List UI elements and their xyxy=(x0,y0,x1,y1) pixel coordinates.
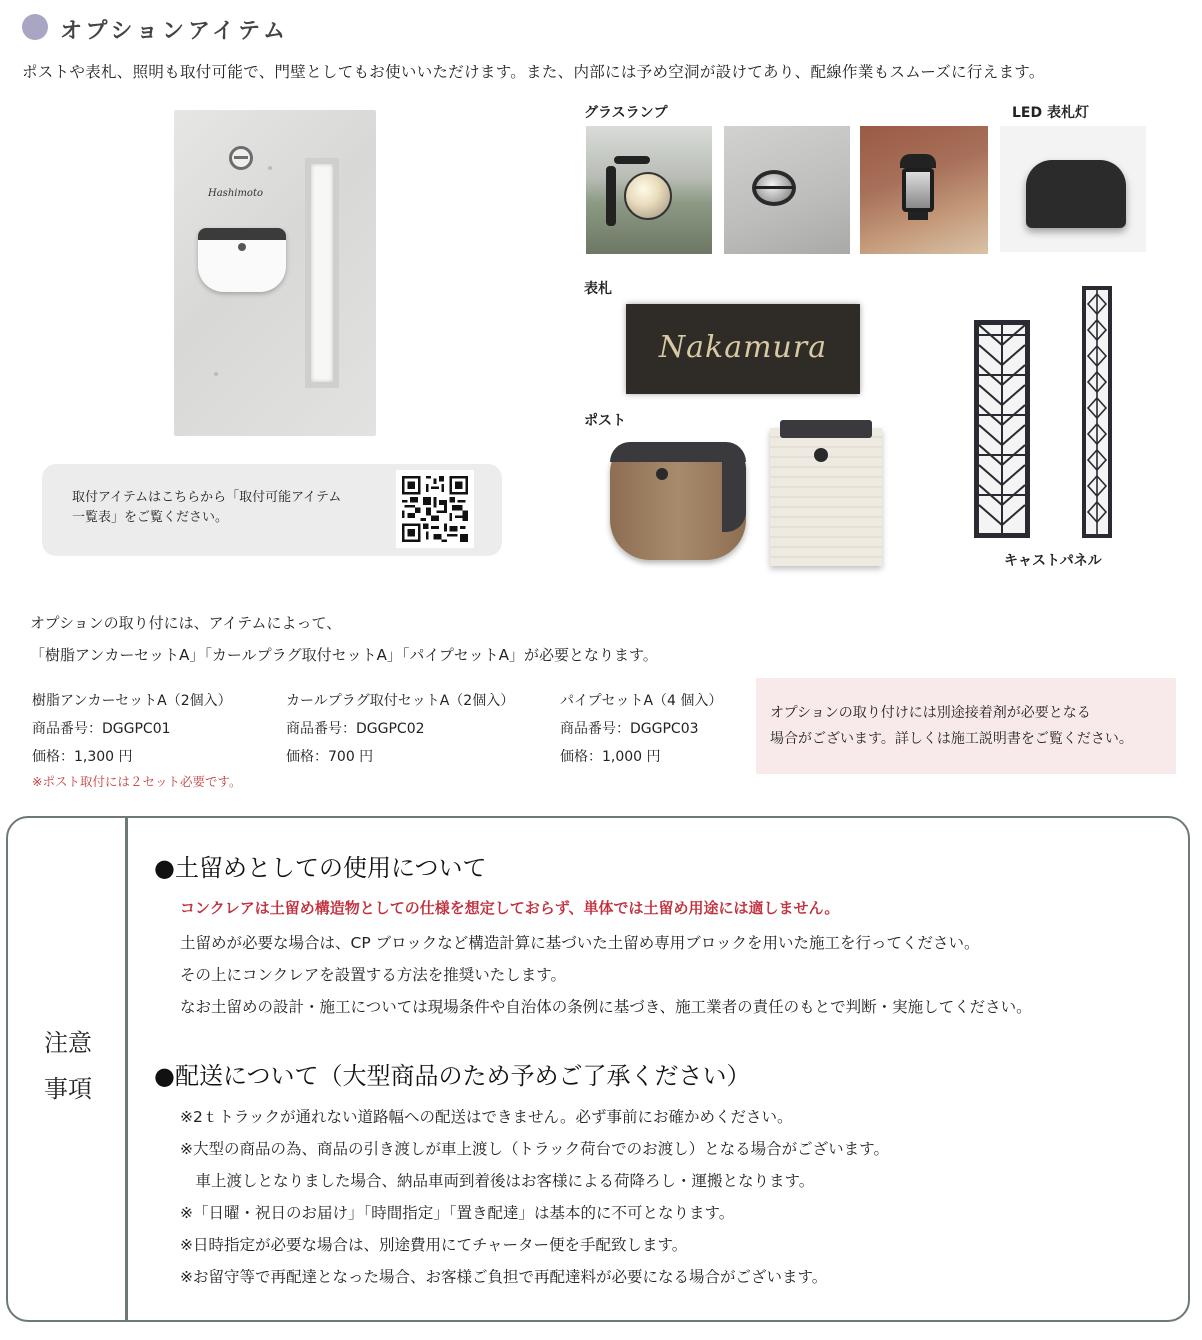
product-anchor-set xyxy=(32,690,241,790)
qr-code-icon[interactable] xyxy=(396,470,474,548)
product-note: ※ポスト取付には２セット必要です。 xyxy=(32,774,242,789)
delivery-line: ※お留守等で再配達となった場合、お客様ご負担で再配達料が必要になる場合がございます。 xyxy=(180,1268,828,1286)
product-name: カールプラグ取付セットA（2個入） xyxy=(286,693,515,709)
intro-text: ポストや表札、照明も取付可能で、門壁としてもお使いいただけます。また、内部には予め空洞が設けてあり、配線作業もスムーズに行えます。 xyxy=(22,63,1045,81)
delivery-line: ※2ｔトラックが通れない道路幅への配送はできません。必ず事前にお確かめください。 xyxy=(180,1108,793,1126)
product-name: 樹脂アンカーセットA（2個入） xyxy=(32,693,232,709)
nameplate-label: 表札 xyxy=(584,281,612,297)
product-code: 商品番号：DGGPC02 xyxy=(286,721,425,737)
option-note-line1: オプションの取り付には、アイテムによって、 xyxy=(30,614,342,632)
nameplate-photo xyxy=(626,304,860,394)
product-wall-image xyxy=(174,110,376,436)
retaining-line: その上にコンクレアを設置する方法を推奨いたします。 xyxy=(180,966,566,984)
product-price: 価格：1,000 円 xyxy=(560,749,661,765)
cast-panel-photo-2 xyxy=(1082,286,1112,538)
delivery-line: ※「日曜・祝日のお届け」「時間指定」「置き配達」は基本的に不可となります。 xyxy=(180,1204,735,1222)
glass-lamp-label: グラスランプ xyxy=(584,105,668,121)
wall-lamp-icon xyxy=(229,146,253,170)
adhesive-note-text: オプションの取り付けには別途接着剤が必要となる 場合がございます。詳しくは施工説明書をご覧ください。 xyxy=(770,705,1133,747)
product-pipe-set xyxy=(560,690,722,772)
product-name: パイプセットA（4 個入） xyxy=(560,693,723,709)
product-price: 価格：1,300 円 xyxy=(32,749,133,765)
qr-note-text: 取付アイテムはこちらから「取付可能アイテム 一覧表」をご覧ください。 xyxy=(72,490,342,525)
wall-mailbox-icon xyxy=(198,228,286,292)
caution-divider xyxy=(125,818,128,1320)
led-lamp-photo xyxy=(1000,126,1146,252)
glass-lamp-photo-2 xyxy=(724,126,850,254)
section-bullet-icon xyxy=(22,14,48,40)
retaining-warning: コンクレアは土留め構造物としての仕様を想定しておらず、単体では土留め用途には適しません。 xyxy=(180,899,840,917)
post-photo-wood xyxy=(610,442,746,560)
caution-side-label: 注意 事項 xyxy=(44,1029,92,1103)
wall-slot xyxy=(305,158,339,388)
retaining-line: 土留めが必要な場合は、CP ブロックなど構造計算に基づいた土留め専用ブロックを用いた施工を行ってください。 xyxy=(180,934,980,952)
wall-nameplate: Hashimoto xyxy=(208,188,263,199)
delivery-line: 車上渡しとなりました場合、納品車両到着後はお客様による荷降ろし・運搬となります。 xyxy=(180,1172,815,1190)
nameplate-sample-text: Nakamura xyxy=(658,330,828,365)
delivery-line: ※大型の商品の為、商品の引き渡しが車上渡し（トラック荷台でのお渡し）となる場合がございます。 xyxy=(180,1140,889,1158)
cast-panel-photo-1 xyxy=(974,320,1030,538)
post-label: ポスト xyxy=(584,413,626,429)
glass-lamp-photo-1 xyxy=(586,126,712,254)
retaining-heading: ●土留めとしての使用について xyxy=(154,854,487,882)
delivery-heading: ●配送について（大型商品のため予めご了承ください） xyxy=(154,1062,751,1090)
product-code: 商品番号：DGGPC03 xyxy=(560,721,699,737)
cast-panel-label: キャストパネル xyxy=(1004,553,1102,569)
led-lamp-label: LED 表札灯 xyxy=(1012,105,1089,121)
delivery-line: ※日時指定が必要な場合は、別途費用にてチャーター便を手配致します。 xyxy=(180,1236,688,1254)
product-code: 商品番号：DGGPC01 xyxy=(32,721,171,737)
product-price: 価格：700 円 xyxy=(286,749,374,765)
section-title: オプションアイテム xyxy=(60,19,289,44)
product-curl-plug-set xyxy=(286,690,514,772)
option-note-line2: 「樹脂アンカーセットA」「カールプラグ取付セットA」「パイプセットA」が必要となります。 xyxy=(30,646,658,664)
glass-lamp-photo-3 xyxy=(860,126,988,254)
retaining-line: なお土留めの設計・施工については現場条件や自治体の条例に基づき、施工業者の責任のもとで判断・実施してください。 xyxy=(180,998,1032,1016)
post-photo-white xyxy=(770,420,882,566)
